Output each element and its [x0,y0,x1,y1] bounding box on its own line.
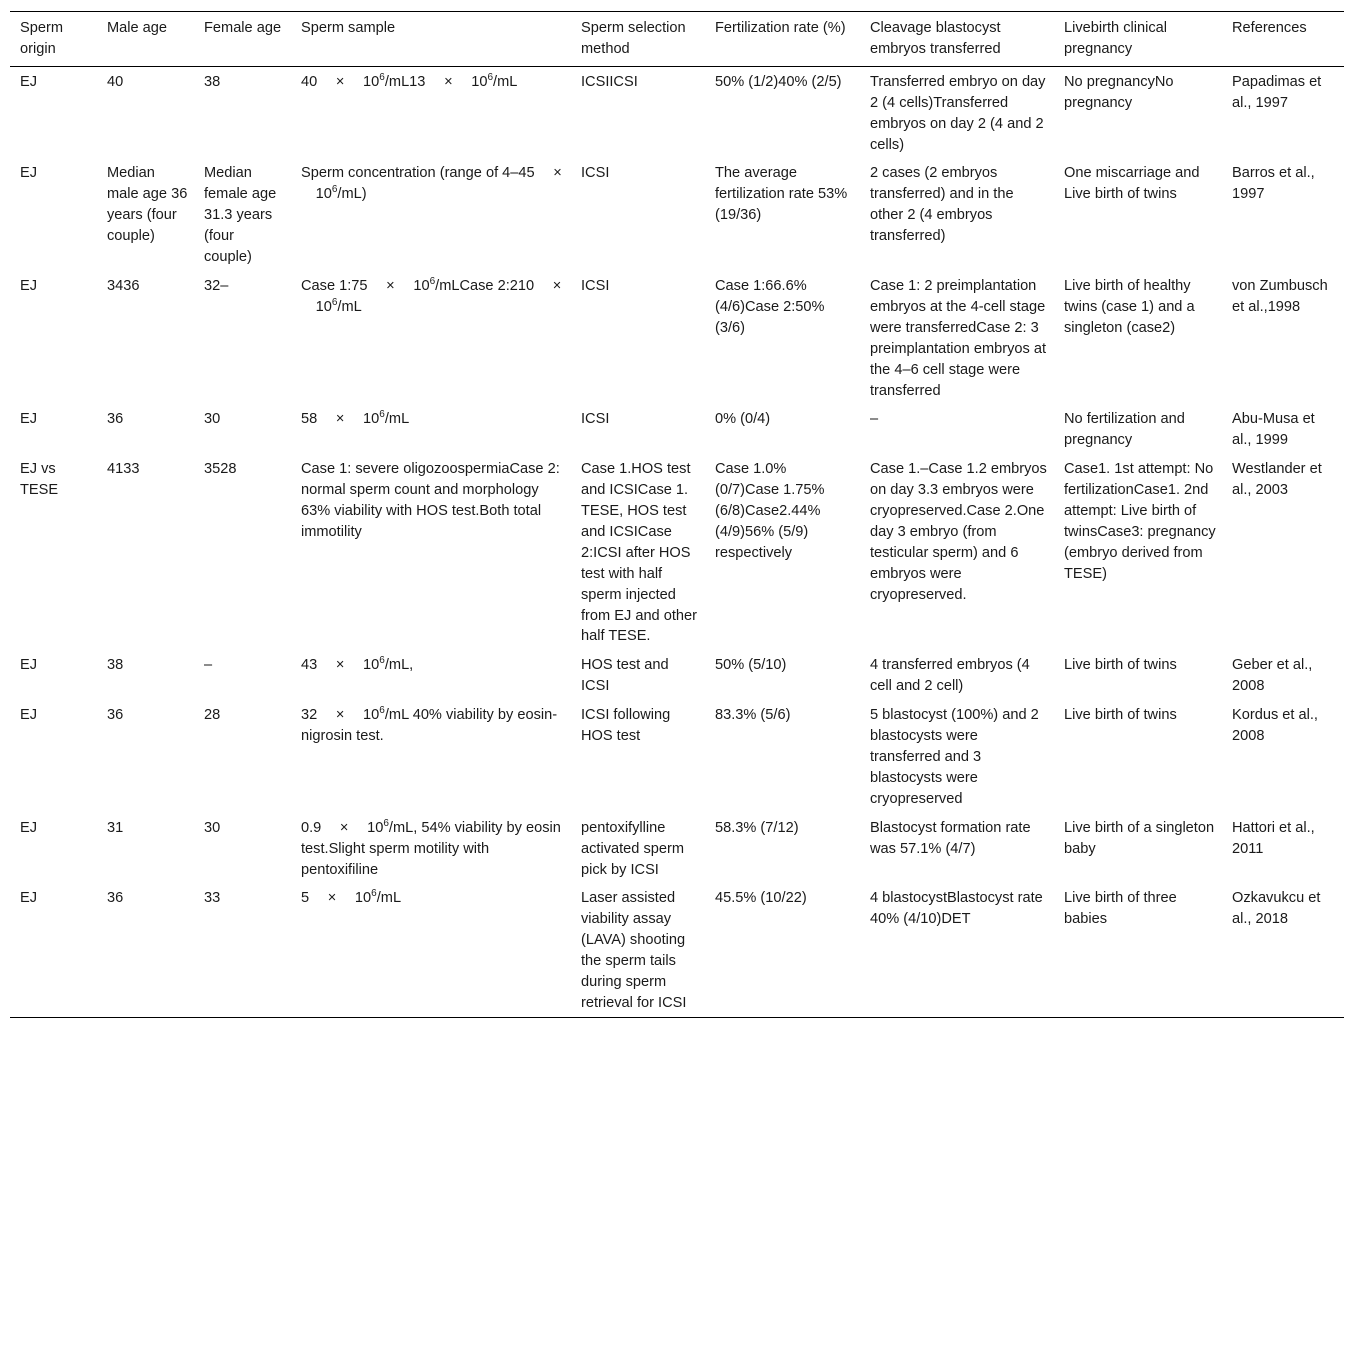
cell-selection-method: ICSI [581,165,610,182]
cell-female-age: – [204,657,213,674]
cell-male-age: 36 [107,707,124,724]
column-header-sperm-sample: Sperm sample [301,20,396,36]
cell-reference: Abu-Musa et al., 1999 [1232,411,1315,449]
table-container [10,11,1344,1018]
cell-fertilization-rate: Case 1.0% (0/7)Case 1.75% (6/8)Case2.44% (4/9)56% (5/9) respectively [715,461,825,561]
cell-male-age: 36 [107,890,124,907]
cell-sperm-origin: EJ vs TESE [20,461,59,499]
cell-sperm-sample: 58 × $10^6/mL$ [301,409,410,428]
column-header-embryos-transferred: Cleavage blastocyst embryos transferred [870,20,1001,57]
cell-fertilization-rate: 0% (0/4) [715,411,771,428]
cell-sperm-origin: EJ [20,165,38,182]
cell-female-age: 33 [204,890,221,907]
cell-reference: Ozkavukcu et al., 2018 [1232,890,1321,928]
cell-livebirth-pregnancy: Live birth of twins [1064,707,1177,724]
cell-embryos-transferred: 2 cases (2 embryos transferred) and in the other 2 (4 embryos transferred) [870,165,1014,245]
table-row [10,404,1344,454]
cell-selection-method: HOS test and ICSI [581,657,669,695]
cell-sperm-sample: 0.9 × $10^6/mL$, 54% viability by eosin test.Slight sperm motility with pentoxifiline [301,817,561,878]
cell-embryos-transferred: Blastocyst formation rate was 57.1% (4/7) [870,819,1031,857]
table-row [10,158,1344,271]
cell-fertilization-rate: 45.5% (10/22) [715,890,807,907]
table-row [10,454,1344,650]
cell-selection-method: ICSI [581,411,610,428]
table-row [10,650,1344,700]
cell-sperm-origin: EJ [20,657,38,674]
cell-embryos-transferred: Case 1: 2 preimplantation embryos at the 4-cell stage were transferredCase 2: 3 preimplantation embryos at the 4–6 cell stage were transferred [870,277,1047,399]
cell-sperm-origin: EJ [20,277,38,294]
cell-livebirth-pregnancy: No fertilization and pregnancy [1064,411,1185,449]
cell-male-age: 40 [107,73,124,90]
cell-livebirth-pregnancy: Case1. 1st attempt: No fertilizationCase1. 2nd attempt: Live birth of twinsCase3: pregnancy (embryo derived from TESE) [1064,461,1216,582]
cell-embryos-transferred: 4 transferred embryos (4 cell and 2 cell) [870,657,1030,695]
cell-sperm-origin: EJ [20,890,38,907]
cell-livebirth-pregnancy: One miscarriage and Live birth of twins [1064,165,1200,203]
cell-reference: Hattori et al., 2011 [1232,819,1315,857]
column-header-sperm-origin: Sperm origin [20,20,63,57]
cell-female-age: 32– [204,277,229,294]
table-row [10,700,1344,813]
cell-sperm-sample: Sperm concentration (range of 4–45 × $10^6/mL$) [301,165,562,203]
cell-embryos-transferred: Case 1.–Case 1.2 embryos on day 3.3 embryos were cryopreserved.Case 2.One day 3 embryo (from testicular sperm) and 6 embryos were cryopreserved. [870,461,1047,603]
cell-sperm-origin: EJ [20,819,38,836]
cell-embryos-transferred: – [870,411,879,428]
data-table [10,11,1344,1018]
cell-male-age: 31 [107,819,124,836]
cell-reference: von Zumbusch et al.,1998 [1232,277,1328,315]
cell-selection-method: ICSIICSI [581,73,638,90]
column-header-male-age: Male age [107,20,168,36]
cell-reference: Papadimas et al., 1997 [1232,73,1322,111]
cell-male-age: 4133 [107,461,140,478]
column-header-female-age: Female age [204,20,282,36]
cell-reference: Westlander et al., 2003 [1232,461,1322,499]
cell-selection-method: ICSI following HOS test [581,707,671,745]
cell-male-age: 38 [107,657,124,674]
column-header-fertilization-rate: Fertilization rate (%) [715,20,846,36]
cell-reference: Kordus et al., 2008 [1232,707,1318,745]
cell-fertilization-rate: 83.3% (5/6) [715,707,791,724]
cell-female-age: 28 [204,707,221,724]
table-row [10,66,1344,158]
table-header [10,12,1344,67]
cell-selection-method: Laser assisted viability assay (LAVA) shooting the sperm tails during sperm retrieval for ICSI [581,890,687,1011]
cell-sperm-origin: EJ [20,707,38,724]
cell-fertilization-rate: Case 1:66.6% (4/6)Case 2:50% (3/6) [715,277,825,336]
cell-sperm-sample: Case 1: severe oligozoospermiaCase 2: normal sperm count and morphology 63% viability with HOS test.Both total immotility [301,461,560,540]
table-row [10,271,1344,404]
cell-male-age: Median male age 36 years (four couple) [107,165,188,245]
cell-embryos-transferred: Transferred embryo on day 2 (4 cells)Transferred embryos on day 2 (4 and 2 cells) [870,73,1046,153]
cell-fertilization-rate: The average fertilization rate 53% (19/36) [715,165,848,224]
cell-female-age: Median female age 31.3 years (four couple) [204,165,277,266]
cell-male-age: 36 [107,411,124,428]
cell-livebirth-pregnancy: Live birth of a singleton baby [1064,819,1215,857]
cell-selection-method: Case 1.HOS test and ICSICase 1. TESE, HOS test and ICSICase 2:ICSI after HOS test with half sperm injected from EJ and other half TESE. [581,461,697,645]
cell-fertilization-rate: 50% (5/10) [715,657,787,674]
cell-male-age: 3436 [107,277,140,294]
column-header-selection-method: Sperm selection method [581,20,686,57]
cell-livebirth-pregnancy: Live birth of twins [1064,657,1177,674]
cell-selection-method: pentoxifylline activated sperm pick by ICSI [581,819,685,878]
cell-livebirth-pregnancy: Live birth of healthy twins (case 1) and a singleton (case2) [1064,277,1195,336]
cell-livebirth-pregnancy: No pregnancyNo pregnancy [1064,73,1174,111]
table-row [10,883,1344,1017]
cell-embryos-transferred: 5 blastocyst (100%) and 2 blastocysts were transferred and 3 blastocysts were cryopreserved [870,707,1039,807]
cell-sperm-sample: 40 × $10^6/mL13$ × $10^6/mL$ [301,71,518,90]
header-row [10,12,1344,67]
cell-sperm-origin: EJ [20,73,38,90]
cell-female-age: 38 [204,73,221,90]
cell-sperm-origin: EJ [20,411,38,428]
cell-selection-method: ICSI [581,277,610,294]
cell-female-age: 30 [204,819,221,836]
cell-female-age: 3528 [204,461,237,478]
cell-sperm-sample: 43 × $10^6/mL$, [301,655,414,674]
cell-female-age: 30 [204,411,221,428]
cell-embryos-transferred: 4 blastocystBlastocyst rate 40% (4/10)DET [870,890,1043,928]
cell-sperm-sample: 5 × $10^6/mL$ [301,888,402,907]
column-header-reference: References [1232,20,1307,36]
cell-sperm-sample: Case 1:75 × $10^6$/mLCase 2:210 × $10^6/mL$ [301,276,562,315]
cell-reference: Geber et al., 2008 [1232,657,1313,695]
column-header-livebirth-pregnancy: Livebirth clinical pregnancy [1064,20,1168,57]
table-row [10,813,1344,884]
cell-fertilization-rate: 58.3% (7/12) [715,819,799,836]
cell-reference: Barros et al., 1997 [1232,165,1315,203]
table-body [10,66,1344,1017]
cell-fertilization-rate: 50% (1/2)40% (2/5) [715,73,842,90]
cell-sperm-sample: 32 × $10^6/mL$ 40% viability by eosin-nigrosin test. [301,705,558,745]
cell-livebirth-pregnancy: Live birth of three babies [1064,890,1177,928]
